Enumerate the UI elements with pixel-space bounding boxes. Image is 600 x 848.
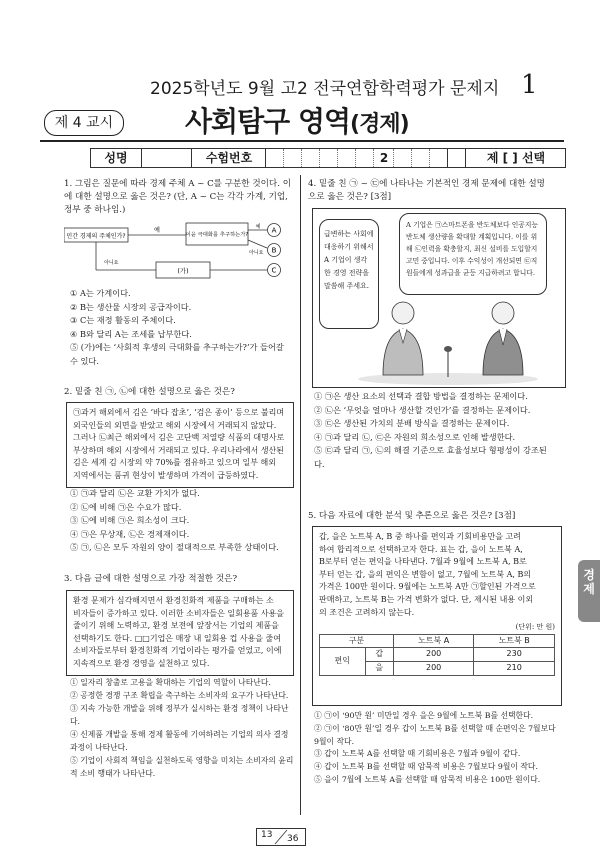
q5-cell: 200 <box>393 661 474 675</box>
q4-option-4[interactable]: ④ ㉠과 달리 ㉡, ㉢은 자원의 희소성으로 인해 발생한다. <box>314 431 516 442</box>
q3-passage-line: 환경 문제가 심각해지면서 환경친화적 제품을 구매하는 소 <box>73 596 274 605</box>
subject-title <box>185 100 409 140</box>
q5-option-1[interactable]: ① ㉠이 ‘90만 원’ 미만일 경우 을은 9월에 노트북 B를 선택한다. <box>314 711 534 720</box>
q5-cell: 210 <box>474 661 555 675</box>
q5-passage-line: 판매하고, 노트북 B는 가격 변화가 없다. 단, 제시된 내용 이외 <box>319 594 534 604</box>
q4-illustration <box>312 208 566 388</box>
q1-edge-yes2-label: 예 <box>255 224 261 230</box>
q3-passage-line: 비자들이 증가하고 있다. 이러한 소비자들은 일회용품 사용을 <box>73 608 284 618</box>
select-label: 제 [ ] 선택 <box>465 149 566 167</box>
q5-data-box <box>312 526 562 706</box>
exam-title: 2025학년도 9월 고2 전국연합학력평가 문제지 <box>150 79 500 99</box>
q5-option-5[interactable]: ⑤ 을이 7월에 노트북 A를 선택할 때 암묵적 비용은 100만 원이다. <box>314 774 541 784</box>
q4-ceo-bubble: A 기업은 ㉠스마트폰을 반도체보다 인공지능 반도체 생산량을 확대할 계획입니다. 이를 위해 ㉡인력을 확충할지, 최신 설비를 도입할지 고민 중입니다. 이후 수익성이 개선되면 ㉢직원들에게 성과급을 균등 지급하려고 합니다. <box>399 213 547 295</box>
q2-option-5[interactable]: ⑤ ㉠, ㉡은 모두 자원의 양이 절대적으로 부족한 상태이다. <box>70 542 279 553</box>
q5-row-group: 편익 <box>320 648 366 675</box>
name-field <box>141 149 192 167</box>
q5-benefit-table <box>319 634 555 676</box>
q5-stem: 5. 다음 자료에 대한 분석 및 추론으로 옳은 것은? [3점] <box>308 511 516 521</box>
q4-option-3[interactable]: ③ ㉢은 생산된 가치의 분배 방식을 결정하는 문제이다. <box>314 418 510 429</box>
q2-passage-line: 부상하며 해외 시장에서 거래되고 있다. 우리나라에서 생산된 <box>73 445 284 455</box>
q1-node-c-label: C <box>271 266 277 275</box>
interviewer-figure <box>383 302 423 375</box>
page-footer <box>256 828 306 846</box>
q1-node-question1-text: 민간 경제의 주체인가? <box>66 233 126 240</box>
q1-option-4[interactable]: ④ B와 달리 A는 조세를 납부한다. <box>70 328 192 339</box>
q1-options <box>70 287 294 369</box>
q3-option-2[interactable]: ② 공정한 경쟁 구조 확립을 촉구하는 소비자의 요구가 나타난다. <box>70 691 289 700</box>
q2-options <box>70 487 294 555</box>
q3-passage-box <box>66 590 294 676</box>
q2-passage-line: 외국인들의 외면을 받았고 해외 시장에서 거래되지 않았다. <box>73 420 277 430</box>
q3-passage-line: 소비자들로부터 환경친화적 기업이라는 평가를 얻었고, 이에 <box>73 646 282 656</box>
q3-stem: 3. 다음 글에 대한 설명으로 가장 적절한 것은? <box>64 574 238 584</box>
q5-passage-line: 갑, 을은 노트북 A, B 중 하나를 편익과 기회비용만을 고려 <box>319 532 521 541</box>
q3-option-4[interactable]: ④ 신제품 개발을 통해 경제 활동에 기여하려는 기업의 의사 결정 과정이 나타난다. <box>70 730 289 752</box>
q5-cell: 230 <box>474 648 555 662</box>
q2-passage-line: 김은 세계 김 시장의 약 70%를 점유하고 있으며 일부 해외 <box>73 458 276 468</box>
subject-main: 사회탐구 영역 <box>185 105 351 138</box>
q2-stem: 2. 밑줄 친 ㉠, ㉡에 대한 설명으로 옳은 것은? <box>64 387 235 397</box>
q4-options <box>314 390 554 472</box>
q4-option-5[interactable]: ⑤ ㉢과 달리 ㉠, ㉡의 해결 기준으로 효율성보다 형평성이 강조된다. <box>314 445 547 469</box>
q4-option-1[interactable]: ① ㉠은 생산 요소의 선택과 결합 방법을 결정하는 문제이다. <box>314 391 528 401</box>
q4-option-2[interactable]: ② ㉡은 ‘무엇을 얼마나 생산할 것인가’를 결정하는 문제이다. <box>314 404 531 415</box>
q1-option-5[interactable]: ⑤ (가)에는 ‘사회적 후생의 극대화를 추구하는가?’가 들어갈 수 있다. <box>70 342 284 366</box>
exam-no-digit: 2 <box>373 149 394 167</box>
q1-edge-no2 <box>248 240 267 248</box>
footer-page: 13 <box>261 830 273 840</box>
q1-option-3[interactable]: ③ C는 재정 활동의 주체이다. <box>70 315 176 326</box>
q5-passage-line: 가격은 100만 원이다. 9월에는 노트북 A만 ㉠할인된 가격으로 <box>319 582 536 592</box>
q3-passage-line: 줄이기 위해 노력하고, 환경 보전에 앞장서는 기업의 제품을 <box>73 621 279 631</box>
q5-col-header: 노트북 B <box>474 634 555 648</box>
q3-option-1[interactable]: ① 일자리 창출로 고용을 확대하는 기업의 역할이 나타난다. <box>70 678 271 687</box>
q4-interviewer-bubble: 급변하는 사회에 대응하기 위해서 A 기업이 생각한 경영 전략을 말씀해 주세요. <box>319 219 379 329</box>
q3-passage-line: 지속적으로 환경 경영을 실천하고 있다. <box>73 658 210 668</box>
q5-passage-line: B로부터 얻는 편익을 나타낸다. 7월과 9월에 노트북 A, B로 <box>319 557 527 567</box>
session-badge: 제 4 교시 <box>44 110 124 136</box>
q3-option-5[interactable]: ⑤ 기업이 사회적 책임을 실천하도록 영향을 미치는 소비자의 윤리적 소비 행태가 나타난다. <box>70 756 294 778</box>
q5-row-label: 을 <box>365 661 393 675</box>
info-bar <box>90 148 566 168</box>
q2-passage-box <box>66 402 294 488</box>
q1-edge-no1-label: 아니요 <box>104 260 119 266</box>
subject-sub: (경제) <box>350 112 409 137</box>
q3-options <box>70 676 296 780</box>
q1-node-ga-text: (가) <box>177 267 189 275</box>
q5-passage-line: 의 조건은 고려하지 않는다. <box>319 607 415 617</box>
q5-option-3[interactable]: ③ 갑이 노트북 A를 선택할 때 기회비용은 7월과 9월이 같다. <box>314 749 521 759</box>
q3-option-3[interactable]: ③ 지속 가능한 개발을 위해 정부가 실시하는 환경 정책이 나타난다. <box>70 704 289 726</box>
q2-option-3[interactable]: ③ ㉡에 비해 ㉠은 희소성이 크다. <box>70 515 190 526</box>
subject-side-tab: 경제 <box>578 560 600 622</box>
q1-stem: 1. 그림은 질문에 따라 경제 주체 A ~ C를 구분한 것이다. 이에 대한 설명으로 옳은 것은? (단, A ~ C는 각각 가계, 기업, 정부 중 하나임.) <box>64 179 291 215</box>
column-divider <box>300 175 301 815</box>
q2-passage-line: 그러나 ㉡최근 해외에서 김은 고단백 저열량 식품의 대명사로 <box>73 433 285 443</box>
q5-options <box>314 710 562 787</box>
q2-passage-line: 지역에서는 품귀 현상이 발생하며 가격이 급등하였다. <box>73 470 259 480</box>
q2-passage-line: ㉠과거 해외에서 김은 ‘바다 잡초’, ‘검은 종이’ 등으로 불리며 <box>73 408 285 417</box>
q5-passage-line: 부터 얻는 갑, 을의 편익은 변함이 없고, 7월에 노트북 A, B의 <box>319 569 532 579</box>
q5-unit: (단위: 만 원) <box>515 623 555 632</box>
header-rule <box>40 140 564 142</box>
q1-option-2[interactable]: ② B는 생산물 시장의 공급자이다. <box>70 301 192 312</box>
q5-row-label: 갑 <box>365 648 393 662</box>
q2-option-2[interactable]: ② ㉡에 비해 ㉠은 수요가 많다. <box>70 501 182 512</box>
page-number: 1 <box>521 70 538 100</box>
q1-option-1[interactable]: ① A는 가계이다. <box>70 288 131 298</box>
exam-no-label: 수험번호 <box>191 149 266 167</box>
q5-option-4[interactable]: ④ 갑이 노트북 B를 선택할 때 암묵적 비용은 7월보다 9월이 작다. <box>314 762 538 772</box>
q1-node-b-label: B <box>271 246 277 255</box>
q1-edge-yes1-label: 예 <box>154 227 160 234</box>
q5-col-header: 구분 <box>320 634 394 648</box>
q1-edge-no2-label: 아니요 <box>249 250 264 256</box>
q2-option-4[interactable]: ④ ㉠은 무상재, ㉡은 경제재이다. <box>70 528 190 539</box>
footer-total: 36 <box>287 834 299 844</box>
q1-node-a-label: A <box>271 226 277 235</box>
q1-node-question2-text: 이윤 극대화를 추구하는가? <box>185 232 249 238</box>
q4-interview-drawing <box>353 295 563 385</box>
name-label: 성명 <box>104 151 128 165</box>
q2-option-1[interactable]: ① ㉠과 달리 ㉡은 교환 가치가 없다. <box>70 488 200 498</box>
q3-passage-line: 선택하기도 한다. □□기업은 매장 내 일회용 컵 사용을 줄여 <box>73 633 282 643</box>
q5-passage-line: 하여 합리적으로 선택하고자 한다. 표는 갑, 을이 노트북 A, <box>319 544 523 554</box>
q5-cell: 200 <box>393 648 474 662</box>
ceo-figure <box>483 302 523 375</box>
q5-option-2[interactable]: ② ㉠이 ‘80만 원’일 경우 갑이 노트북 B를 선택할 때 순편익은 7월보다 9월이 작다. <box>314 723 556 746</box>
q5-col-header: 노트북 A <box>393 634 474 648</box>
q1-diagram <box>64 218 296 280</box>
q4-stem: 4. 밑줄 친 ㉠ ~ ㉢에 나타나는 기본적인 경제 문제에 대한 설명으로 옳은 것은? [3점] <box>308 179 545 202</box>
